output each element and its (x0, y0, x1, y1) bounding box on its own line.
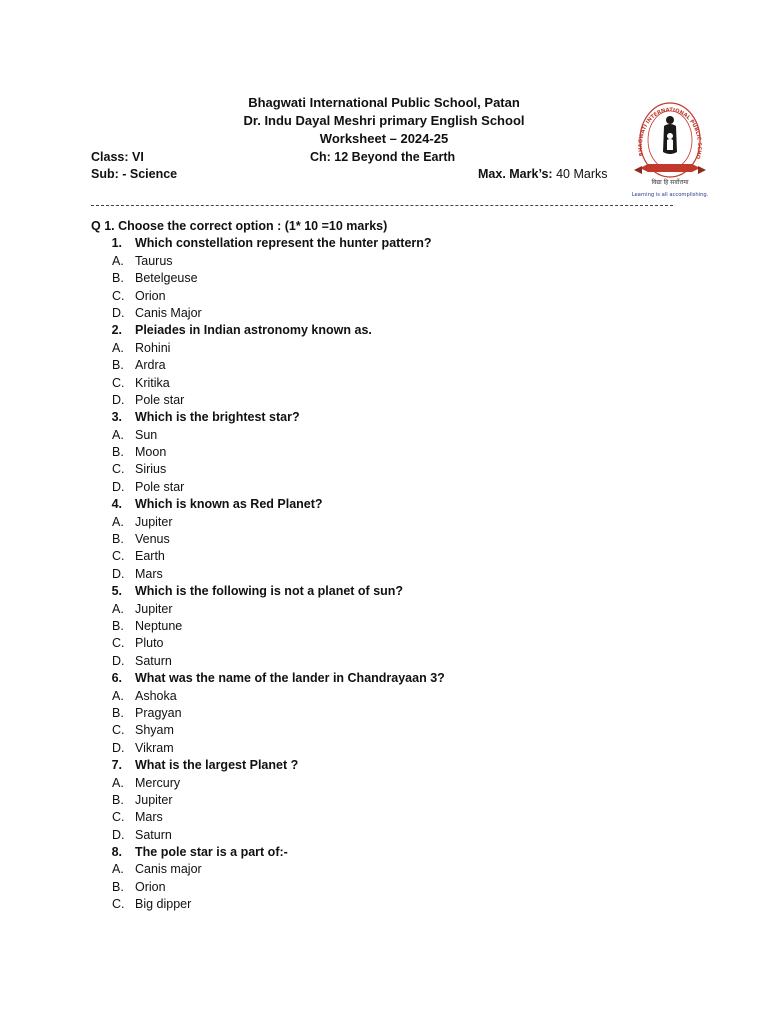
option-text: Mercury (135, 775, 181, 790)
option-row (91, 618, 691, 635)
option-letter: B. (112, 618, 124, 633)
option-letter: B. (112, 792, 124, 807)
max-marks-label: Max. Mark’s: (478, 167, 553, 181)
dashed-divider (91, 205, 673, 206)
option-letter: C. (112, 549, 125, 564)
option-row (91, 270, 691, 287)
option-row (91, 896, 691, 913)
option-row (91, 392, 691, 409)
option-row (91, 514, 691, 531)
option-text: Saturn (135, 827, 172, 842)
option-letter: A. (112, 340, 124, 355)
option-letter: A. (112, 862, 124, 877)
question-number: 1. (111, 236, 122, 251)
option-letter: C. (112, 636, 125, 651)
option-text: Sirius (135, 462, 167, 477)
option-letter: B. (112, 879, 124, 894)
option-letter: C. (112, 897, 125, 912)
svg-text:BHAGWATI INTERNATIONAL PUBLIC: BHAGWATI INTERNATIONAL PUBLIC SCHO (637, 107, 703, 160)
question-number: 7. (111, 758, 122, 773)
max-marks-value: 40 (556, 167, 570, 181)
option-row (91, 427, 691, 444)
question-row (91, 844, 691, 861)
option-text: Jupiter (135, 514, 173, 529)
question-text: What is the largest Planet ? (135, 758, 299, 773)
option-row (91, 375, 691, 392)
option-text: Canis major (135, 862, 202, 877)
option-row (91, 253, 691, 270)
option-letter: B. (112, 358, 124, 373)
option-row (91, 861, 691, 878)
option-letter: D. (112, 392, 125, 407)
option-letter: B. (112, 271, 124, 286)
question-section (91, 218, 691, 914)
question-text: Which is known as Red Planet? (135, 497, 323, 512)
svg-text:Learning is all accomplishing.: Learning is all accomplishing. (631, 192, 709, 198)
option-letter: D. (112, 653, 125, 668)
question-number: 8. (111, 845, 122, 860)
question-number: 3. (111, 410, 122, 425)
option-text: Jupiter (135, 601, 173, 616)
option-row (91, 601, 691, 618)
option-letter: D. (112, 740, 125, 755)
option-text: Mars (135, 566, 163, 581)
option-letter: C. (112, 723, 125, 738)
option-text: Kritika (135, 375, 170, 390)
option-text: Pluto (135, 636, 164, 651)
option-row (91, 531, 691, 548)
question-text: Which constellation represent the hunter pattern? (135, 236, 432, 251)
option-row (91, 444, 691, 461)
option-text: Ardra (135, 358, 166, 373)
option-text: Sun (135, 427, 158, 442)
option-text: Orion (135, 879, 166, 894)
question-row (91, 496, 691, 513)
question-row (91, 235, 691, 252)
option-text: Pole star (135, 392, 185, 407)
subject-label: Sub: - Science (91, 167, 178, 181)
school-emblem-icon (630, 92, 710, 202)
option-text: Moon (135, 445, 167, 460)
option-text: Venus (135, 532, 170, 547)
question-text: What was the name of the lander in Chandrayaan 3? (135, 671, 445, 686)
option-text: Mars (135, 810, 163, 825)
option-letter: D. (112, 305, 125, 320)
option-letter: C. (112, 810, 125, 825)
option-row (91, 740, 691, 757)
option-text: Vikram (135, 740, 174, 755)
question-row (91, 670, 691, 687)
option-letter: D. (112, 827, 125, 842)
school-name: Bhagwati International Public School, Patan (248, 95, 520, 110)
question-row (91, 409, 691, 426)
option-letter: D. (112, 479, 125, 494)
option-letter: A. (112, 775, 124, 790)
option-letter: B. (112, 705, 124, 720)
option-text: Pole star (135, 479, 185, 494)
option-text: Ashoka (135, 688, 177, 703)
class-label: Class: VI (91, 150, 144, 164)
option-text: Rohini (135, 340, 171, 355)
option-row (91, 775, 691, 792)
worksheet-title: Worksheet – 2024-25 (319, 131, 449, 146)
option-row (91, 461, 691, 478)
option-text: Canis Major (135, 305, 202, 320)
option-text: Pragyan (135, 705, 182, 720)
section-title: Q 1. Choose the correct option : (1* 10 =10 marks) (91, 219, 388, 233)
option-row (91, 357, 691, 374)
option-letter: C. (112, 288, 125, 303)
svg-text:विद्या हि सर्वोत्तमा: विद्या हि सर्वोत्तमा (651, 179, 689, 186)
option-row (91, 288, 691, 305)
option-row (91, 792, 691, 809)
question-row (91, 583, 691, 600)
option-row (91, 705, 691, 722)
option-letter: C. (112, 375, 125, 390)
option-row (91, 827, 691, 844)
question-text: Which is the brightest star? (135, 410, 300, 425)
question-number: 4. (111, 497, 122, 512)
option-text: Neptune (135, 618, 183, 633)
max-marks (478, 166, 607, 183)
option-letter: A. (112, 688, 124, 703)
option-text: Orion (135, 288, 166, 303)
option-row (91, 653, 691, 670)
option-letter: B. (112, 532, 124, 547)
option-row (91, 305, 691, 322)
option-row (91, 809, 691, 826)
question-text: Pleiades in Indian astronomy known as. (135, 323, 372, 338)
sub-school-name: Dr. Indu Dayal Meshri primary English School (243, 113, 525, 128)
max-marks-unit: Marks (573, 167, 608, 181)
option-row (91, 548, 691, 565)
option-text: Earth (135, 549, 165, 564)
option-row (91, 688, 691, 705)
option-row (91, 479, 691, 496)
option-row (91, 722, 691, 739)
option-text: Big dipper (135, 897, 192, 912)
option-letter: A. (112, 427, 124, 442)
option-text: Jupiter (135, 792, 173, 807)
question-number: 5. (111, 584, 122, 599)
school-logo (630, 92, 710, 202)
chapter-label: Ch: 12 Beyond the Earth (310, 150, 456, 164)
option-text: Taurus (135, 253, 173, 268)
option-row (91, 879, 691, 896)
question-number: 6. (111, 671, 122, 686)
question-text: Which is the following is not a planet of sun? (135, 584, 404, 599)
option-letter: A. (112, 601, 124, 616)
option-text: Saturn (135, 653, 172, 668)
option-letter: B. (112, 445, 124, 460)
question-text: The pole star is a part of:- (135, 845, 288, 860)
question-number: 2. (111, 323, 122, 338)
question-list (91, 235, 691, 913)
option-row (91, 566, 691, 583)
question-row (91, 322, 691, 339)
option-letter: D. (112, 566, 125, 581)
option-letter: A. (112, 253, 124, 268)
option-row (91, 635, 691, 652)
option-text: Betelgeuse (135, 271, 198, 286)
option-text: Shyam (135, 723, 174, 738)
option-row (91, 340, 691, 357)
option-letter: C. (112, 462, 125, 477)
option-letter: A. (112, 514, 124, 529)
question-row (91, 757, 691, 774)
